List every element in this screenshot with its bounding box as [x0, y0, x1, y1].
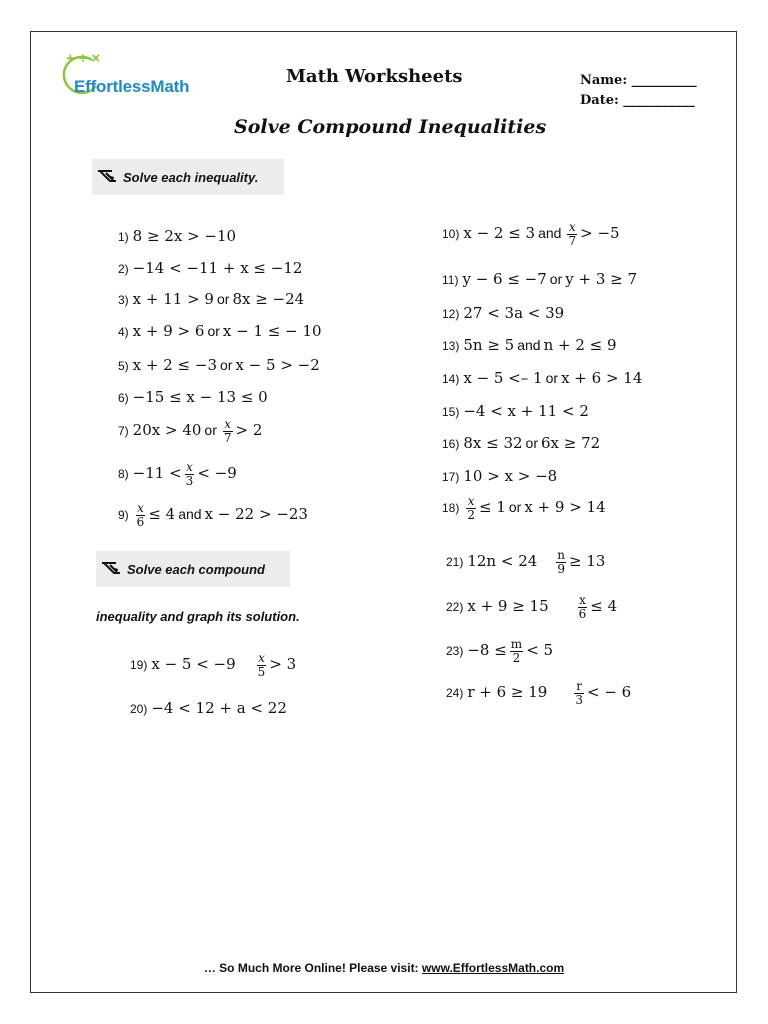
problem-5: [118, 356, 320, 374]
problem-number: 1): [118, 230, 129, 244]
name-field: Name: __________: [580, 73, 697, 88]
fraction: [466, 495, 476, 521]
inequality: −14 < −11 + x ≤ −12: [132, 259, 303, 277]
instruction-text-2-continued: inequality and graph its solution.: [96, 609, 300, 624]
problem-1: [118, 227, 236, 245]
inequality-right: x + 6 > 14: [561, 369, 643, 387]
problem-number: 19): [130, 658, 148, 673]
problem-number: 20): [130, 702, 148, 716]
problem-number: 14): [442, 372, 460, 386]
inequality-right: 6x ≥ 72: [541, 434, 601, 452]
inequality-left: x + 9 > 6: [132, 322, 205, 340]
problem-10: [442, 221, 620, 247]
inequality-left: ≤ 4: [148, 505, 176, 524]
numerator: m: [510, 637, 523, 651]
inequality-left: x − 5 < −9: [151, 655, 236, 674]
fraction: [510, 638, 523, 664]
problem-number: 2): [118, 262, 129, 276]
fraction: [567, 221, 577, 247]
numerator: x: [568, 220, 576, 234]
inequality-right: > 3: [269, 655, 297, 674]
fraction: [223, 418, 233, 444]
numerator: x: [224, 417, 232, 431]
footer-link[interactable]: www.EffortlessMath.com: [421, 961, 565, 975]
problem-number: 21): [446, 555, 464, 570]
problem-13: [442, 336, 617, 354]
problem-number: 6): [118, 391, 129, 405]
numerator: x: [467, 494, 475, 508]
problem-number: 10): [442, 227, 460, 242]
numerator: x: [186, 460, 193, 474]
inequality-right: x − 22 > −23: [204, 505, 308, 524]
inequality-left: 20x > 40: [132, 421, 202, 440]
problem-20: [130, 699, 287, 717]
problem-4: [118, 322, 322, 340]
numerator: x: [258, 651, 265, 665]
problem-number: 8): [118, 467, 129, 482]
problem-number: 22): [446, 600, 464, 615]
pencil-icon: [100, 559, 122, 577]
inequality-right: n + 2 ≤ 9: [543, 336, 617, 354]
inequality-right: < 5: [526, 641, 554, 660]
problem-number: 24): [446, 686, 464, 701]
denominator: 2: [467, 507, 475, 522]
footer-text: … So Much More Online! Please visit:: [203, 961, 419, 975]
connector-word: and: [538, 225, 562, 242]
problem-19: [130, 652, 296, 678]
problem-6: [118, 388, 268, 406]
problem-12: [442, 304, 564, 322]
connector-word: or: [207, 323, 220, 339]
inequality: −4 < 12 + a < 22: [151, 699, 287, 717]
denominator: 9: [557, 561, 565, 576]
inequality-right: > −5: [580, 224, 620, 243]
connector-word: or: [204, 422, 217, 439]
inequality-right: x − 5 > −2: [235, 356, 320, 374]
problem-21: [446, 549, 605, 575]
problem-17: [442, 467, 557, 485]
problem-number: 11): [442, 273, 459, 287]
inequality-left: 8x ≤ 32: [463, 434, 523, 452]
logo-text: EffortlessMath: [74, 77, 190, 96]
inequality: 8 ≥ 2x > −10: [132, 227, 237, 245]
effortlessmath-logo: [62, 50, 222, 102]
connector-word: or: [508, 499, 522, 516]
connector-word: or: [545, 370, 559, 386]
denominator: 2: [510, 651, 523, 665]
inequality-right: y + 3 ≥ 7: [565, 270, 638, 288]
inequality-right: x − 1 ≤ − 10: [222, 322, 322, 340]
inequality: −15 ≤ x − 13 ≤ 0: [132, 388, 268, 406]
connector-word: or: [216, 291, 230, 307]
problem-16: [442, 434, 600, 452]
problem-number: 4): [118, 325, 129, 339]
inequality-left: ≤ 1: [478, 498, 506, 517]
numerator: x: [579, 593, 586, 607]
denominator: 3: [575, 692, 583, 707]
fraction: [136, 502, 146, 528]
inequality-left: x + 11 > 9: [132, 290, 214, 308]
problem-2: [118, 259, 302, 277]
inequality-left: 12n < 24: [467, 552, 538, 571]
inequality-left: x − 5 <– 1: [463, 369, 543, 387]
connector-word: and: [517, 337, 541, 353]
inequality-left: x + 9 ≥ 15: [467, 597, 549, 616]
denominator: 7: [568, 233, 577, 248]
problem-number: 3): [118, 293, 129, 307]
denominator: 3: [185, 473, 194, 488]
inequality-right: ≥ 13: [569, 552, 606, 571]
problem-number: 17): [442, 470, 460, 484]
problem-24: [446, 680, 631, 706]
problem-number: 16): [442, 437, 460, 451]
problem-22: [446, 594, 617, 620]
problem-number: 18): [442, 501, 460, 516]
numerator: x: [137, 501, 144, 515]
instruction-text-2: Solve each compound: [127, 562, 265, 577]
connector-word: or: [525, 435, 538, 451]
inequality-right: < −9: [197, 464, 237, 483]
fraction: [185, 461, 195, 487]
problem-number: 15): [442, 405, 460, 419]
problem-14: [442, 369, 642, 387]
inequality: 10 > x > −8: [463, 467, 558, 485]
problem-number: 5): [118, 359, 129, 373]
denominator: 7: [223, 430, 232, 445]
problem-number: 9): [118, 508, 129, 523]
date-field: Date: ___________: [580, 93, 695, 108]
connector-word: or: [220, 357, 233, 373]
inequality-left: −11 <: [132, 464, 182, 483]
inequality-left: −8 ≤: [467, 641, 507, 660]
denominator: 6: [136, 514, 145, 529]
fraction: [257, 652, 267, 678]
inequality-right: x + 9 > 14: [524, 498, 606, 517]
denominator: 6: [578, 606, 587, 621]
problem-3: [118, 290, 304, 308]
page-title: Solve Compound Inequalities: [234, 116, 547, 138]
problem-number: 12): [442, 307, 460, 321]
header-title: Math Worksheets: [286, 66, 463, 87]
numerator: r: [576, 679, 583, 693]
problem-23: [446, 638, 553, 664]
connector-word: and: [178, 506, 202, 523]
inequality-right: > 2: [235, 421, 263, 440]
fraction: [578, 594, 588, 620]
inequality-right: ≤ 4: [590, 597, 618, 616]
instruction-box-2: [96, 551, 290, 587]
problem-11: [442, 270, 637, 288]
inequality-right: < − 6: [587, 683, 632, 702]
fraction: [556, 549, 566, 575]
inequality: 27 < 3a < 39: [463, 304, 565, 322]
numerator: n: [557, 548, 566, 562]
problem-18: [442, 495, 606, 521]
fraction: [574, 680, 584, 706]
instruction-text-1: Solve each inequality.: [123, 170, 259, 185]
footer: [0, 961, 768, 975]
problem-15: [442, 402, 589, 420]
problem-number: 13): [442, 339, 460, 353]
problem-7: [118, 418, 262, 444]
instruction-box-1: [92, 159, 284, 195]
problem-number: 23): [446, 644, 464, 659]
inequality-left: 5n ≥ 5: [463, 336, 515, 354]
problem-8: [118, 461, 237, 487]
inequality-right: 8x ≥ −24: [232, 290, 305, 308]
connector-word: or: [549, 271, 563, 287]
problem-number: 7): [118, 424, 129, 439]
pencil-icon: [96, 167, 118, 185]
inequality-left: x − 2 ≤ 3: [463, 224, 536, 243]
inequality-left: y − 6 ≤ −7: [462, 270, 547, 288]
inequality-left: r + 6 ≥ 19: [467, 683, 548, 702]
denominator: 5: [257, 664, 266, 679]
inequality-left: x + 2 ≤ −3: [132, 356, 217, 374]
problem-9: [118, 502, 308, 528]
inequality: −4 < x + 11 < 2: [463, 402, 589, 420]
logo-operators: + ÷ ×: [66, 50, 101, 67]
